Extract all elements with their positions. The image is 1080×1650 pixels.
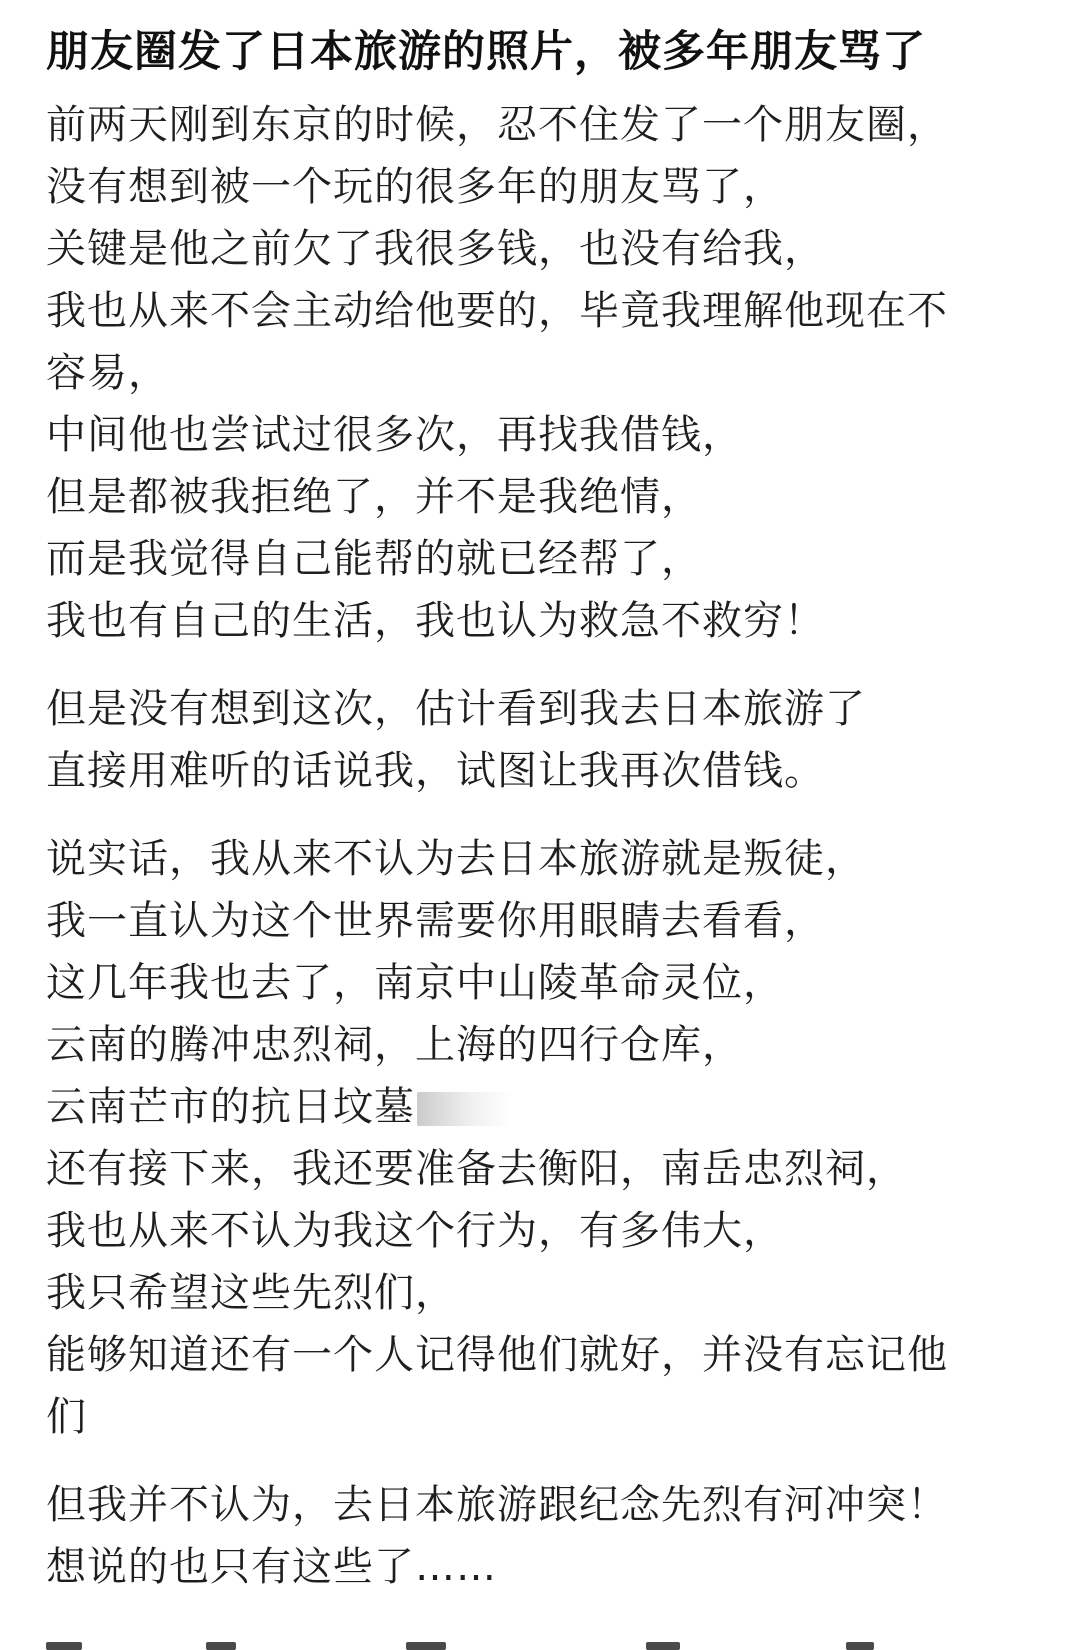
text-line: 说实话，我从来不认为去日本旅游就是叛徒， (46, 836, 866, 882)
paragraph (46, 94, 1034, 652)
text-line: 没有想到被一个玩的很多年的朋友骂了， (46, 164, 784, 210)
text-line: 云南的腾冲忠烈祠，上海的四行仓库， (46, 1022, 743, 1068)
text-line: 我一直认为这个世界需要你用眼睛去看看， (46, 898, 825, 944)
text-line: 但是都被我拒绝了，并不是我绝情， (46, 474, 702, 520)
text-line: 们 (46, 1394, 87, 1440)
text-line: 中间他也尝试过很多次，再找我借钱， (46, 412, 743, 458)
text-line: 而是我觉得自己能帮的就已经帮了， (46, 536, 702, 582)
text-line: 这几年我也去了，南京中山陵革命灵位， (46, 960, 784, 1006)
text-line: 前两天刚到东京的时候，忍不住发了一个朋友圈， (46, 102, 948, 148)
text-line (46, 1076, 1034, 1138)
text-line: 容易， (46, 350, 169, 396)
text-line: 还有接下来，我还要准备去衡阳，南岳忠烈祠， (46, 1146, 907, 1192)
post-title: 朋友圈发了日本旅游的照片，被多年朋友骂了 (46, 27, 926, 77)
text-line: 我也从来不认为我这个行为，有多伟大， (46, 1208, 784, 1254)
text-line: 但是没有想到这次，估计看到我去日本旅游了 (46, 686, 866, 732)
text-line: 想说的也只有这些了…… (46, 1544, 497, 1590)
text-line: 直接用难听的话说我，试图让我再次借钱。 (46, 748, 825, 794)
paragraph (46, 828, 1034, 1448)
cropped-glyph (406, 1642, 446, 1650)
paragraph (46, 678, 1034, 802)
text-line: 我只希望这些先烈们， (46, 1270, 456, 1316)
cropped-glyph (206, 1642, 236, 1650)
text-line: 但我并不认为，去日本旅游跟纪念先烈有河冲突！ (46, 1482, 948, 1528)
cropped-glyph (46, 1642, 82, 1650)
cropped-glyph (646, 1642, 680, 1650)
text-line: 我也从来不会主动给他要的，毕竟我理解他现在不 (46, 288, 948, 334)
cropped-next-line (46, 1632, 1026, 1650)
post-body (46, 94, 1034, 1598)
text-line: 能够知道还有一个人记得他们就好，并没有忘记他 (46, 1332, 948, 1378)
paragraph (46, 1474, 1034, 1598)
text-line: 关键是他之前欠了我很多钱，也没有给我， (46, 226, 825, 272)
blur-smudge-mark (417, 1092, 512, 1126)
text-line: 我也有自己的生活，我也认为救急不救穷！ (46, 598, 825, 644)
text-line-content: 云南芒市的抗日坟墓 (46, 1084, 415, 1130)
cropped-glyph (846, 1642, 874, 1650)
